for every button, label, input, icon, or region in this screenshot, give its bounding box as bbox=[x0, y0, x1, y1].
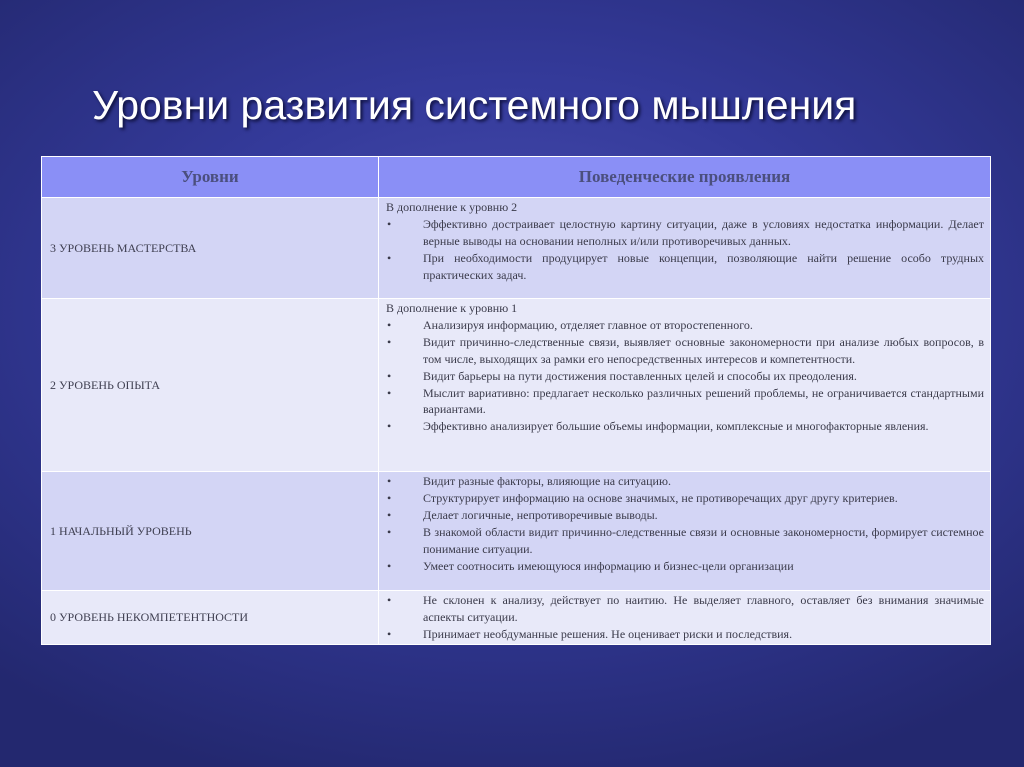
list-item: • Видит разные факторы, влияющие на ситуацию. bbox=[387, 474, 671, 488]
list-item: • Эффективно анализирует большие объемы информации, комплексные и многофакторные явления. bbox=[387, 419, 929, 434]
bullet-icon: • bbox=[387, 216, 392, 231]
behavior-list bbox=[385, 592, 984, 643]
bullet-icon: • bbox=[387, 524, 392, 539]
table-row bbox=[42, 299, 991, 472]
behavior-list bbox=[385, 216, 984, 284]
bullet-icon: • bbox=[387, 507, 392, 522]
bullet-icon: • bbox=[387, 593, 392, 607]
behavior-intro: В дополнение к уровню 2 bbox=[386, 200, 518, 214]
behavior-cell bbox=[379, 472, 991, 591]
bullet-icon: • bbox=[387, 334, 392, 349]
behavior-cell bbox=[379, 591, 991, 645]
list-item: • Принимает необдуманные решения. Не оценивает риски и последствия. bbox=[387, 626, 793, 641]
bullet-icon: • bbox=[387, 250, 392, 265]
header-behaviors: Поведенческие проявления bbox=[379, 157, 991, 198]
level-name: 3 УРОВЕНЬ МАСТЕРСТВА bbox=[42, 198, 379, 299]
behavior-intro: В дополнение к уровню 1 bbox=[386, 301, 518, 315]
table-row bbox=[42, 472, 991, 591]
bullet-icon: • bbox=[387, 558, 392, 573]
list-item: • Эффективно достраивает целостную картину ситуации, даже в условиях недостатка информации. Делает верные выводы на основании неполных и/или противоречивых данных. bbox=[387, 216, 984, 248]
bullet-icon: • bbox=[387, 317, 392, 332]
list-item: • Анализируя информацию, отделяет главное от второстепенного. bbox=[387, 317, 753, 332]
behavior-cell bbox=[379, 299, 991, 472]
list-item: • Видит барьеры на пути достижения поставленных целей и способы их преодоления. bbox=[387, 368, 857, 383]
table-header-row bbox=[42, 157, 991, 198]
list-item: • При необходимости продуцирует новые концепции, позволяющие найти решение особо трудных практических задач. bbox=[387, 250, 984, 282]
bullet-icon: • bbox=[387, 368, 392, 383]
slide-title: Уровни развития системного мышления bbox=[92, 82, 857, 128]
level-name: 0 УРОВЕНЬ НЕКОМПЕТЕНТНОСТИ bbox=[42, 591, 379, 645]
table-row bbox=[42, 198, 991, 299]
bullet-icon: • bbox=[387, 626, 392, 641]
list-item: • Делает логичные, непротиворечивые выводы. bbox=[387, 507, 658, 522]
behavior-list bbox=[385, 473, 984, 574]
levels-table bbox=[41, 156, 991, 645]
bullet-icon: • bbox=[387, 419, 392, 434]
list-item: • Не склонен к анализу, действует по наитию. Не выделяет главного, оставляет без внимания значимые аспекты ситуации. bbox=[387, 593, 984, 624]
behavior-cell bbox=[379, 198, 991, 299]
list-item: • Мыслит вариативно: предлагает несколько различных решений проблемы, не ограничивается стандартными вариантами. bbox=[387, 385, 984, 417]
level-name: 2 УРОВЕНЬ ОПЫТА bbox=[42, 299, 379, 472]
list-item: • Структурирует информацию на основе значимых, не противоречащих друг другу критериев. bbox=[387, 490, 898, 505]
bullet-icon: • bbox=[387, 490, 392, 505]
level-name: 1 НАЧАЛЬНЫЙ УРОВЕНЬ bbox=[42, 472, 379, 591]
bullet-icon: • bbox=[387, 385, 392, 400]
header-levels: Уровни bbox=[42, 157, 379, 198]
table-row bbox=[42, 591, 991, 645]
bullet-icon: • bbox=[387, 474, 392, 488]
list-item: • В знакомой области видит причинно-следственные связи и основные закономерности, формирует системное понимание ситуации. bbox=[387, 524, 984, 556]
list-item: • Видит причинно-следственные связи, выявляет основные закономерности при анализе любых вопросов, в том числе, выходящих за рамки его непосредственных интересов и компетентности. bbox=[387, 334, 984, 366]
list-item: • Умеет соотносить имеющуюся информацию и бизнес-цели организации bbox=[387, 558, 794, 573]
behavior-list bbox=[385, 317, 984, 435]
